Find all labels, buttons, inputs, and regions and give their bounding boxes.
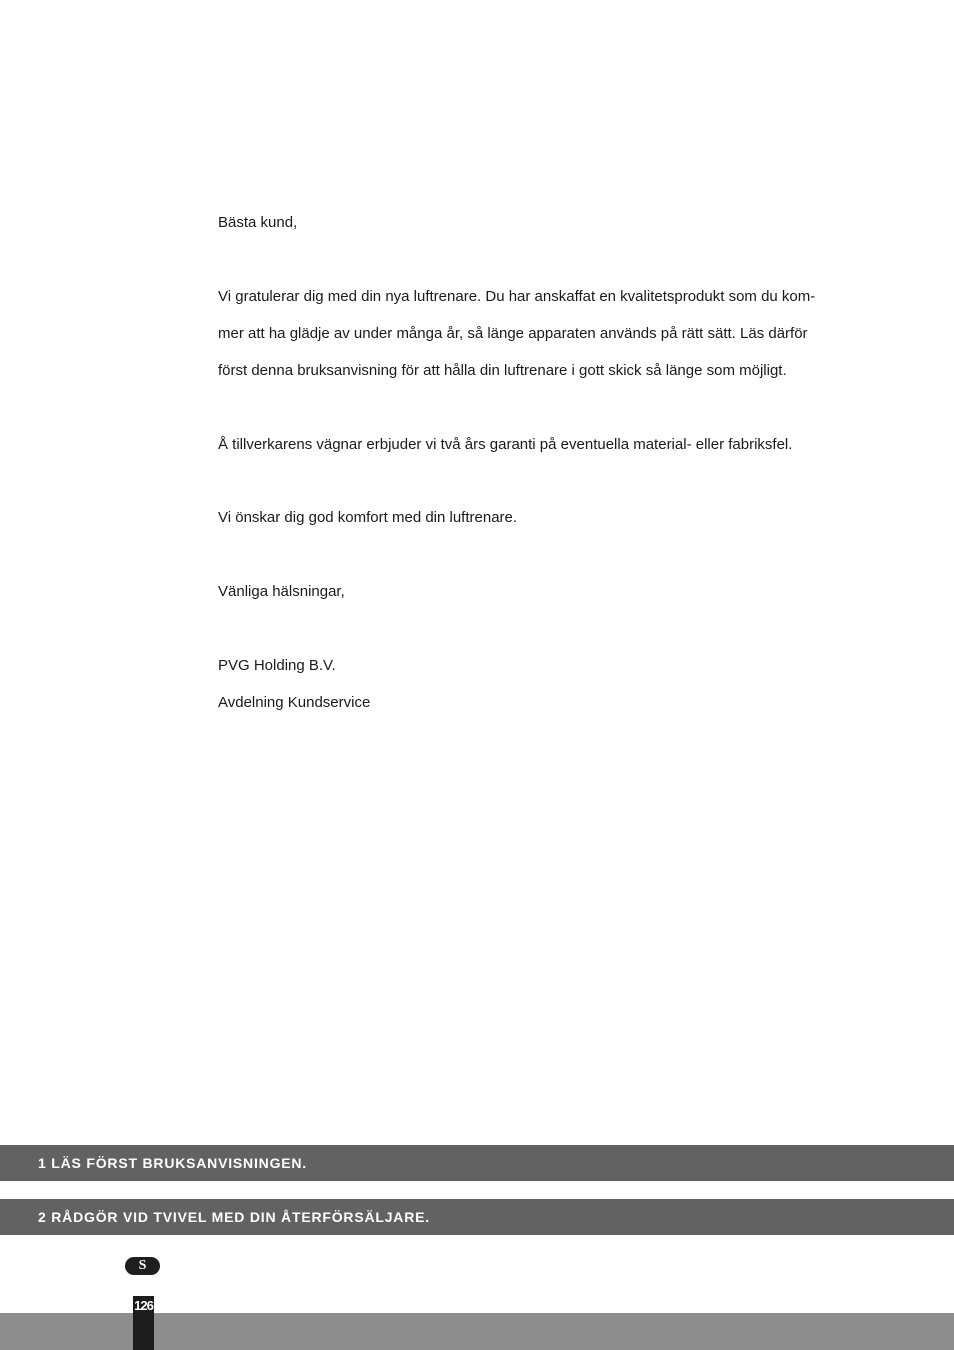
department-name: Avdelning Kundservice: [218, 694, 371, 711]
salutation: Bästa kund,: [218, 214, 298, 231]
paragraph-3: Vi önskar dig god komfort med din luftrenare.: [218, 509, 518, 526]
notice-text-2: 2 RÅDGÖR VID TVIVEL MED DIN ÅTERFÖRSÄLJARE.: [38, 1209, 430, 1225]
notice-band-2: [0, 1199, 954, 1235]
company-name: PVG Holding B.V.: [218, 657, 336, 674]
paragraph-1-line-1: Vi gratulerar dig med din nya luftrenare. Du har anskaffat en kvalitetsprodukt som du kom-: [218, 288, 816, 305]
notice-text-1: 1 LÄS FÖRST BRUKSANVISNINGEN.: [38, 1155, 307, 1171]
paragraph-2: Å tillverkarens vägnar erbjuder vi två års garanti på eventuella material- eller fabriksfel.: [218, 436, 793, 453]
paragraph-1-line-2: mer att ha glädje av under många år, så länge apparaten används på rätt sätt. Läs därför: [218, 325, 808, 342]
page-number: 126: [134, 1298, 153, 1313]
language-badge: S: [125, 1257, 160, 1275]
notice-band-1: [0, 1145, 954, 1181]
paragraph-1-line-3: först denna bruksanvisning för att hålla din luftrenare i gott skick så länge som möjligt.: [218, 362, 787, 379]
page-number-tab: [133, 1296, 154, 1350]
closing: Vänliga hälsningar,: [218, 583, 345, 600]
